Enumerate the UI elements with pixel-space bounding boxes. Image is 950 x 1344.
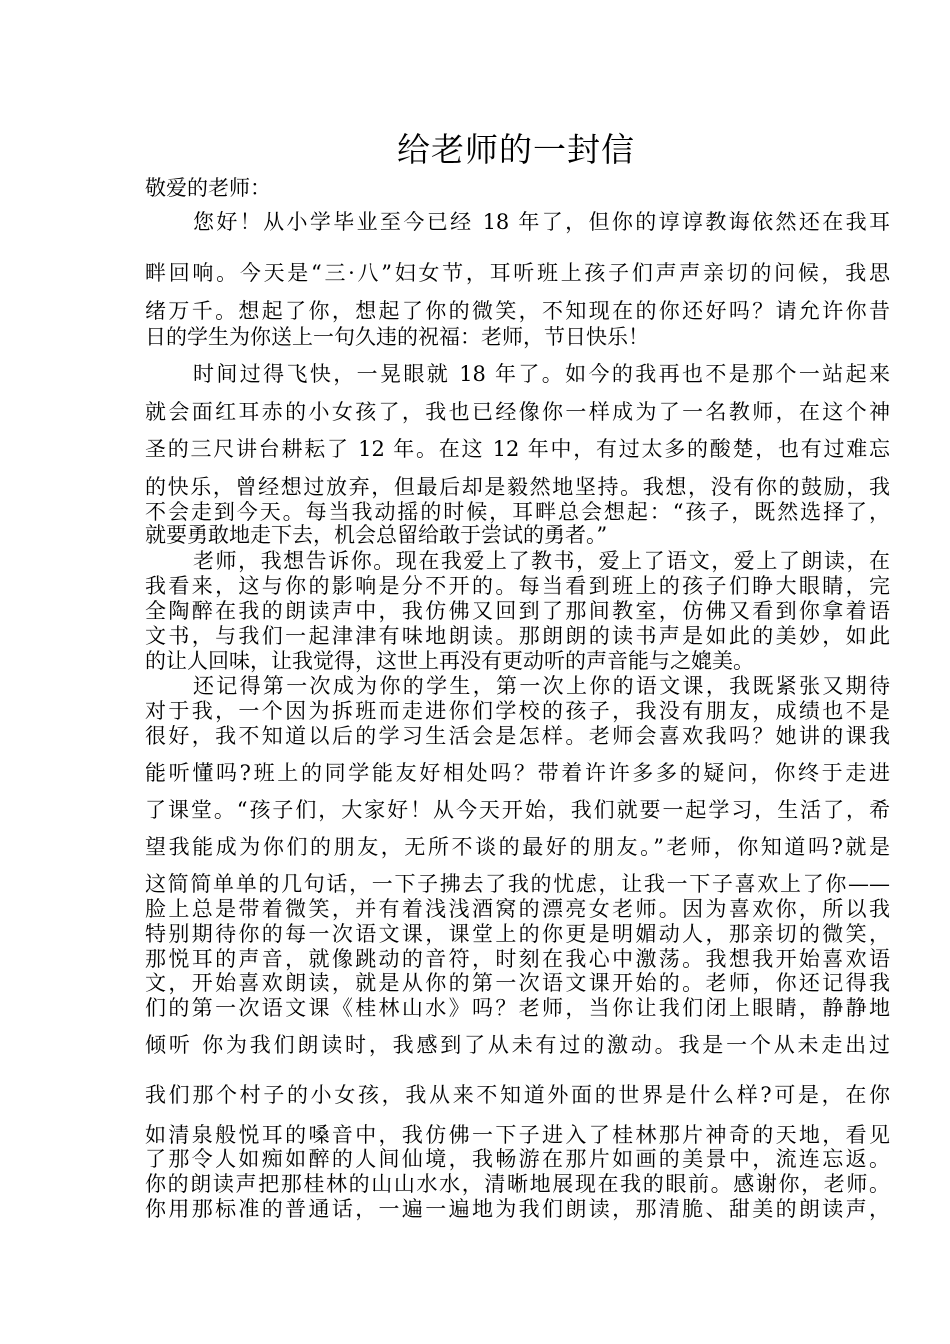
text-line: 你用那标准的普通话，一遍一遍地为我们朗读，那清脆、甜美的朗读声， [145, 1197, 890, 1221]
text-line: 我们那个村子的小女孩，我从来不知道外面的世界是什么样?可是，在你 [145, 1083, 890, 1107]
text-line: 绪万千。想起了你，想起了你的微笑，不知现在的你还好吗？请允许你昔 [145, 299, 890, 323]
text-line: 我看来，这与你的影响是分不开的。每当看到班上的孩子们睁大眼睛，完 [145, 574, 890, 598]
letter-title: 给老师的一封信 [397, 130, 635, 169]
text-line: 能听懂吗?班上的同学能友好相处吗？带着许许多多的疑问，你终于走进 [145, 761, 890, 785]
text-line: 很好，我不知道以后的学习生活会是怎样。老师会喜欢我吗？她讲的课我 [145, 724, 890, 748]
text-line: 的让人回味，让我觉得，这世上再没有更动听的声音能与之媲美。 [145, 649, 754, 673]
text-line: 脸上总是带着微笑，并有着浅浅酒窝的漂亮女老师。因为喜欢你，所以我 [145, 897, 890, 921]
text-line: 全陶醉在我的朗读声中，我仿佛又回到了那间教室，仿佛又看到你拿着语 [145, 599, 890, 623]
text-line: 还记得第一次成为你的学生，第一次上你的语文课，我既紧张又期待 [193, 674, 890, 698]
text-line: 时间过得飞快，一晃眼就 18 年了。如今的我再也不是那个一站起来 [193, 362, 890, 386]
text-line: 日的学生为你送上一句久违的祝福：老师，节日快乐！ [145, 325, 649, 349]
text-line: 您好！从小学毕业至今已经 18 年了，但你的谆谆教诲依然还在我耳 [193, 210, 890, 234]
text-line: 如清泉般悦耳的嗓音中，我仿佛一下子进入了桂林那片神奇的天地，看见 [145, 1123, 890, 1147]
text-line: 文书，与我们一起津津有味地朗读。那朗朗的读书声是如此的美妙，如此 [145, 624, 890, 648]
text-line: 老师，我想告诉你。现在我爱上了教书，爱上了语文，爱上了朗读，在 [193, 549, 890, 573]
text-line: 这简简单单的几句话，一下子拂去了我的忧虑，让我一下子喜欢上了你—— [145, 872, 890, 896]
text-line: 了那令人如痴如醉的人间仙境，我畅游在那片如画的美景中，流连忘返。 [145, 1147, 890, 1171]
text-line: 了课堂。“孩子们，大家好！从今天开始，我们就要一起学习，生活了，希 [145, 798, 890, 822]
text-line: 特别期待你的每一次语文课，课堂上的你更是明媚动人，那亲切的微笑， [145, 922, 890, 946]
text-line: 文，开始喜欢朗读，就是从你的第一次语文课开始的。老师，你还记得我 [145, 971, 890, 995]
text-line: 你的朗读声把那桂林的山山水水，清晰地展现在我的眼前。感谢你，老师。 [145, 1172, 890, 1196]
text-line: 望我能成为你们的朋友，无所不谈的最好的朋友。”老师，你知道吗?就是 [145, 835, 890, 859]
text-line: 不会走到今天。每当我动摇的时候，耳畔总会想起：“孩子，既然选择了， [145, 500, 890, 524]
text-line: 对于我，一个因为拆班而走进你们学校的孩子，我没有朋友，成绩也不是 [145, 699, 890, 723]
text-line: 就要勇敢地走下去，机会总留给敢于尝试的勇者。” [145, 523, 608, 547]
text-line: 倾听 你为我们朗读时，我感到了从未有过的激动。我是一个从未走出过 [145, 1033, 890, 1057]
text-line: 圣的三尺讲台耕耘了 12 年。在这 12 年中，有过太多的酸楚，也有过难忘 [145, 437, 890, 461]
text-line: 就会面红耳赤的小女孩了，我也已经像你一样成为了一名教师，在这个神 [145, 400, 890, 424]
text-line: 那悦耳的声音，就像跳动的音符，时刻在我心中激荡。我想我开始喜欢语 [145, 947, 890, 971]
text-line: 的快乐，曾经想过放弃，但最后却是毅然地坚持。我想，没有你的鼓励，我 [145, 475, 890, 499]
text-line: 畔回响。今天是“三·八”妇女节，耳听班上孩子们声声亲切的问候，我思 [145, 261, 890, 285]
salutation: 敬爱的老师： [145, 176, 271, 200]
text-line: 们的第一次语文课《桂林山水》吗？老师，当你让我们闭上眼睛，静静地 [145, 996, 890, 1020]
